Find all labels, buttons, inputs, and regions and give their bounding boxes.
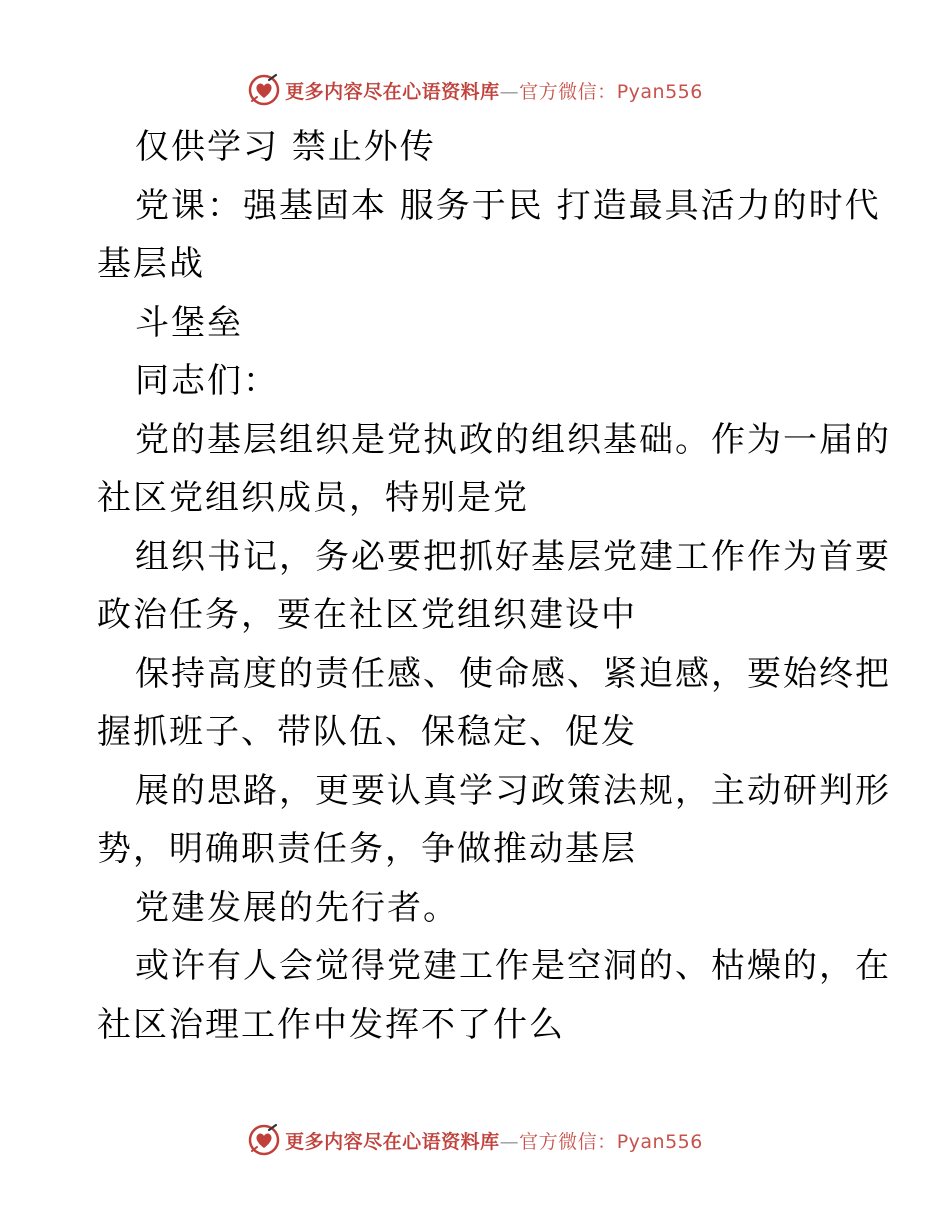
- watermark-text: [285, 1127, 703, 1154]
- document-line: 斗堡垒: [135, 302, 243, 343]
- document-line: 同志们：: [135, 361, 279, 401]
- document-line: 基层战: [97, 244, 205, 284]
- document-line: 党建发展的先行者。: [135, 887, 459, 928]
- document-line: 党课：强基固本 服务于民 打造最具活力的时代: [135, 185, 881, 226]
- document-line: 握抓班子、带队伍、保稳定、促发: [97, 712, 637, 752]
- footer-watermark: [0, 1120, 950, 1160]
- watermark-brand: 更多内容尽在心语资料库: [285, 1130, 500, 1153]
- heart-pen-logo-icon: [247, 73, 281, 107]
- document-body: [97, 118, 891, 1054]
- document-line: 仅供学习 禁止外传: [135, 127, 436, 167]
- document-line: 政治任务，要在社区党组织建设中: [97, 595, 637, 635]
- document-line: 党的基层组织是党执政的组织基础。作为一届的: [135, 419, 891, 460]
- watermark-wechat-id: Pyan556: [616, 1130, 703, 1153]
- watermark-group: [247, 1123, 703, 1157]
- heart-pen-logo-icon: [247, 1123, 281, 1157]
- document-line: 或许有人会觉得党建工作是空洞的、枯燥的，在: [135, 946, 891, 986]
- document-line: 社区治理工作中发挥不了什么: [97, 1004, 565, 1045]
- watermark-wechat-label: 官方微信：: [519, 80, 617, 103]
- watermark-wechat-label: 官方微信：: [519, 1130, 617, 1153]
- header-watermark: [0, 70, 950, 110]
- document-line: 势，明确职责任务，争做推动基层: [97, 829, 637, 869]
- watermark-group: [247, 73, 703, 107]
- watermark-brand: 更多内容尽在心语资料库: [285, 80, 500, 103]
- watermark-separator: —: [499, 1130, 520, 1153]
- watermark-wechat-id: Pyan556: [616, 80, 703, 103]
- document-line: 社区党组织成员，特别是党: [97, 478, 529, 518]
- document-line: 展的思路，更要认真学习政策法规，主动研判形: [135, 770, 891, 811]
- document-line: 保持高度的责任感、使命感、紧迫感，要始终把: [135, 653, 891, 694]
- watermark-text: [285, 77, 703, 104]
- watermark-separator: —: [499, 80, 520, 103]
- document-line: 组织书记，务必要把抓好基层党建工作作为首要: [135, 536, 891, 577]
